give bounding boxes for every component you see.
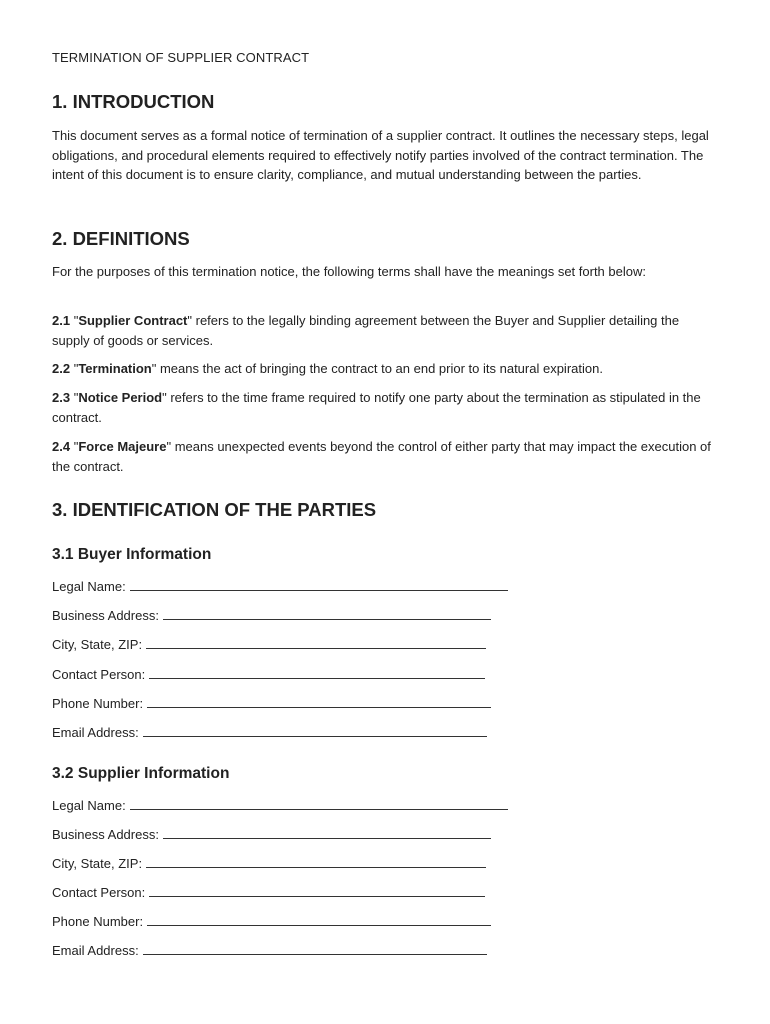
field-label: Email Address:: [52, 943, 139, 958]
definitions-intro: For the purposes of this termination notice, the following terms shall have the meanings set forth below:: [52, 264, 646, 279]
definition-open-quote: ": [70, 361, 79, 376]
blank-line[interactable]: [146, 855, 486, 868]
definition-term: Termination: [78, 361, 152, 376]
definition-2-1: [52, 311, 720, 350]
field-label: Legal Name:: [52, 798, 126, 813]
definition-2-3: [52, 388, 720, 427]
field-label: Legal Name:: [52, 579, 126, 594]
supplier-information-heading: 3.2 Supplier Information: [52, 765, 230, 782]
field-label: Email Address:: [52, 725, 139, 740]
definition-text: " means unexpected events beyond the control of either party that may impact the execution of the contract.: [52, 439, 711, 474]
supplier-business-address-field: [52, 826, 491, 844]
field-label: Phone Number:: [52, 914, 144, 929]
definition-open-quote: ": [70, 390, 79, 405]
field-label: Business Address:: [52, 827, 159, 842]
blank-line[interactable]: [149, 666, 485, 679]
blank-line[interactable]: [146, 636, 486, 649]
supplier-phone-number-field: [52, 913, 491, 931]
definition-2-4: [52, 437, 720, 476]
field-label: Contact Person:: [52, 667, 146, 682]
supplier-email-address-field: [52, 942, 487, 960]
definition-number: 2.2: [52, 361, 71, 376]
buyer-information-heading: 3.1 Buyer Information: [52, 546, 212, 563]
definition-term: Supplier Contract: [78, 313, 188, 328]
field-label: Phone Number:: [52, 696, 144, 711]
blank-line[interactable]: [130, 797, 508, 810]
definition-number: 2.1: [52, 313, 71, 328]
introduction-paragraph: This document serves as a formal notice of termination of a supplier contract. It outlines the necessary steps, legal obligations, and procedural elements required to effectively notify parties involved of the contract termination. The intent of this document is to ensure clarity, compliance, and mutual understanding between the parties.: [52, 128, 709, 182]
definition-term: Notice Period: [78, 390, 163, 405]
blank-line[interactable]: [149, 884, 485, 897]
definition-open-quote: ": [70, 439, 79, 454]
buyer-city-state-zip-field: [52, 636, 486, 654]
supplier-contact-person-field: [52, 884, 485, 902]
field-label: City, State, ZIP:: [52, 856, 143, 871]
definition-number: 2.3: [52, 390, 71, 405]
field-label: City, State, ZIP:: [52, 637, 143, 652]
definition-text: " refers to the legally binding agreement between the Buyer and Supplier detailing the supply of goods or services.: [52, 313, 680, 348]
field-label: Business Address:: [52, 608, 159, 623]
buyer-business-address-field: [52, 607, 491, 625]
definition-term: Force Majeure: [78, 439, 167, 454]
section-parties-heading: 3. IDENTIFICATION OF THE PARTIES: [52, 499, 377, 520]
definition-open-quote: ": [70, 313, 79, 328]
blank-line[interactable]: [143, 942, 487, 955]
blank-line[interactable]: [130, 578, 508, 591]
buyer-email-address-field: [52, 724, 487, 742]
buyer-phone-number-field: [52, 695, 491, 713]
definition-text: " means the act of bringing the contract to an end prior to its natural expiration.: [151, 361, 603, 376]
supplier-city-state-zip-field: [52, 855, 486, 873]
blank-line[interactable]: [147, 695, 491, 708]
blank-line[interactable]: [147, 913, 491, 926]
definition-2-2: [52, 359, 720, 379]
definition-text: " refers to the time frame required to notify one party about the termination as stipulated in the contract.: [52, 390, 701, 425]
buyer-contact-person-field: [52, 666, 485, 684]
buyer-legal-name-field: [52, 578, 508, 596]
blank-line[interactable]: [143, 724, 487, 737]
section-introduction-heading: 1. INTRODUCTION: [52, 91, 215, 112]
section-definitions-heading: 2. DEFINITIONS: [52, 228, 190, 249]
document-title: TERMINATION OF SUPPLIER CONTRACT: [52, 50, 310, 65]
blank-line[interactable]: [163, 607, 491, 620]
blank-line[interactable]: [163, 826, 491, 839]
field-label: Contact Person:: [52, 885, 146, 900]
definition-number: 2.4: [52, 439, 71, 454]
supplier-legal-name-field: [52, 797, 508, 815]
